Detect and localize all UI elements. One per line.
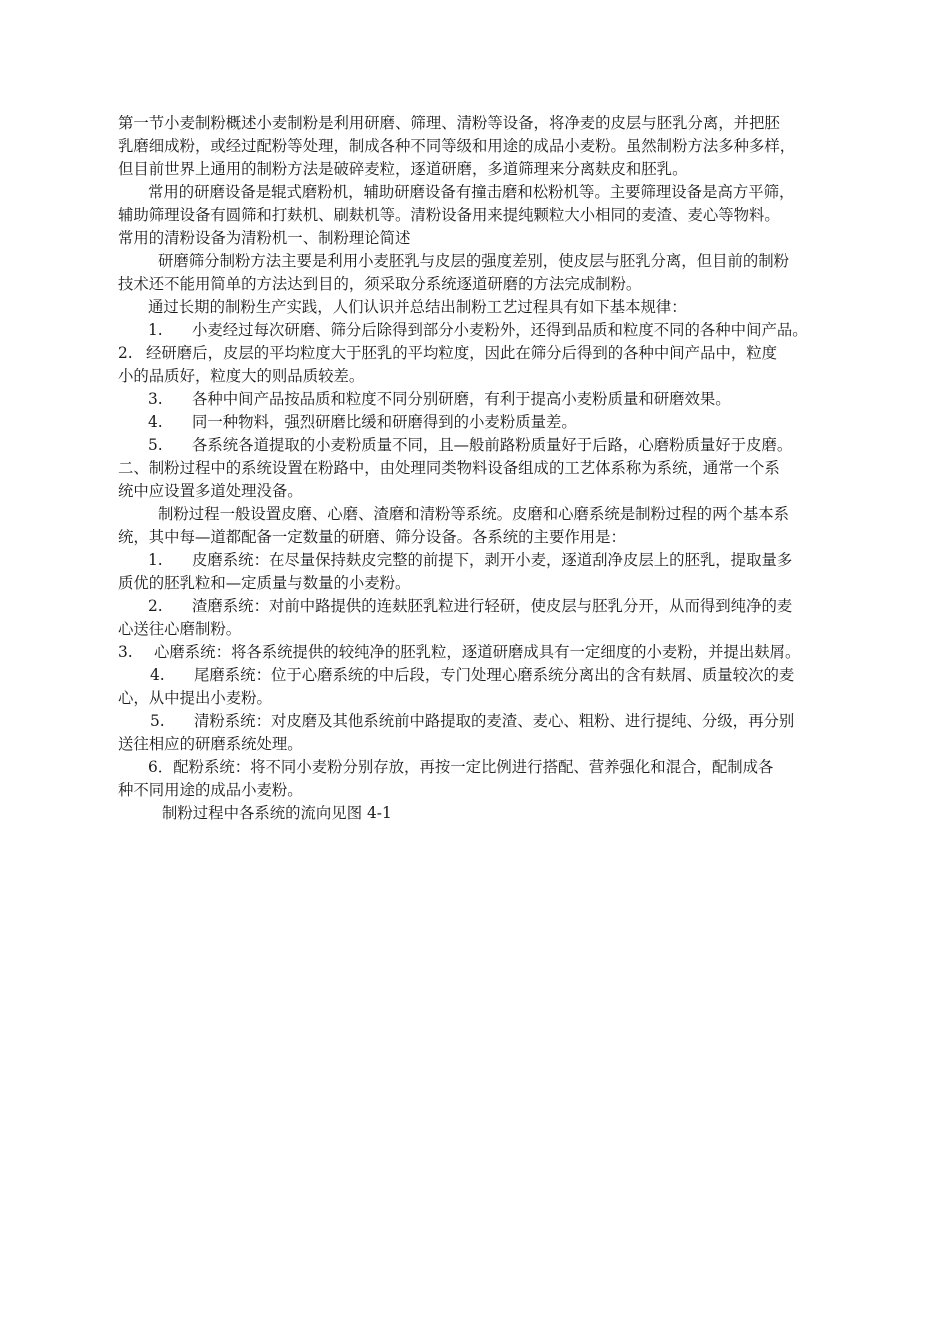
- list-number: 1.: [148, 551, 163, 569]
- list-text-continuation: 种不同用途的成品小麦粉。: [118, 781, 303, 799]
- list-text: 心磨系统：将各系统提供的较纯净的胚乳粒，逐道研磨成具有一定细度的小麦粉，并提出麸屑。: [154, 643, 801, 661]
- text-line: 常用的清粉设备为清粉机一、制粉理论简述: [118, 229, 411, 247]
- list-number: 2.: [118, 344, 133, 362]
- systems-list: [118, 549, 868, 802]
- text-line: 乳磨细成粉，或经过配粉等处理，制成各种不同等级和用途的成品小麦粉。虽然制粉方法多种多样，: [118, 137, 796, 155]
- list-text: 渣磨系统：对前中路提供的连麸胚乳粒进行轻研，使皮层与胚乳分开，从而得到纯净的麦: [192, 597, 793, 615]
- list-text-continuation: 心送往心磨制粉。: [118, 620, 242, 638]
- list-text: 皮磨系统：在尽量保持麸皮完整的前提下，剥开小麦，逐道刮净皮层上的胚乳，提取量多: [192, 551, 793, 569]
- list-item: [118, 549, 868, 572]
- figure-reference: 制粉过程中各系统的流向见图 4-1: [162, 804, 392, 822]
- paragraph-theory: [118, 250, 868, 296]
- list-item: [118, 319, 868, 342]
- list-text: 同一种物料，强烈研磨比缓和研磨得到的小麦粉质量差。: [192, 413, 577, 431]
- list-text: 小麦经过每次研磨、筛分后除得到部分小麦粉外，还得到品质和粒度不同的各种中间产品。: [192, 321, 808, 339]
- list-number: 3.: [118, 643, 133, 661]
- text-line: 统，其中每—道都配备一定数量的研磨、筛分设备。各系统的主要作用是：: [118, 528, 626, 546]
- list-text-continuation: 质优的胚乳粒和—定质量与数量的小麦粉。: [118, 574, 411, 592]
- text-line: 制粉过程一般设置皮磨、心磨、渣磨和清粉等系统。皮磨和心磨系统是制粉过程的两个基本系: [158, 505, 790, 523]
- list-item: [118, 710, 868, 733]
- text-line: 统中应设置多道处理没备。: [118, 482, 303, 500]
- list-item: [118, 664, 868, 687]
- paragraph-systems-overview: [118, 503, 868, 549]
- paragraph-systems-setup: [118, 457, 868, 503]
- paragraph-equipment: [118, 181, 868, 250]
- text-line: 辅助筛理设备有圆筛和打麸机、刷麸机等。清粉设备用来提纯颗粒大小相同的麦渣、麦心等物料。: [118, 206, 780, 224]
- list-text: 清粉系统：对皮磨及其他系统前中路提取的麦渣、麦心、粗粉、进行提纯、分级，再分别: [194, 712, 795, 730]
- list-number: 4.: [150, 666, 165, 684]
- paragraph-intro: [118, 112, 868, 181]
- list-item: [118, 434, 868, 457]
- list-text: 尾磨系统：位于心磨系统的中后段，专门处理心磨系统分离出的含有麸屑、质量较次的麦: [194, 666, 795, 684]
- paragraph-practice: 通过长期的制粉生产实践，人们认识并总结出制粉工艺过程具有如下基本规律：: [148, 298, 687, 316]
- list-item: [118, 411, 868, 434]
- list-item: [118, 595, 868, 618]
- list-text-continuation: 心，从中提出小麦粉。: [118, 689, 272, 707]
- list-item: [118, 756, 868, 779]
- text-line: 第一节小麦制粉概述小麦制粉是利用研磨、筛理、清粉等设备，将净麦的皮层与胚乳分离，并把胚: [118, 114, 780, 132]
- list-item: [118, 641, 868, 664]
- document-body: [118, 112, 868, 825]
- list-item: [118, 388, 868, 411]
- list-text: 配粉系统：将不同小麦粉分别存放，再按一定比例进行搭配、营养强化和混合，配制成各: [173, 758, 774, 776]
- list-text-continuation: 送往相应的研磨系统处理。: [118, 735, 303, 753]
- list-text: 经研磨后，皮层的平均粒度大于胚乳的平均粒度，因此在筛分后得到的各种中间产品中，粒度: [146, 344, 778, 362]
- list-number: 4.: [148, 413, 163, 431]
- list-number: 6．: [148, 758, 174, 776]
- text-line: 研磨筛分制粉方法主要是利用小麦胚乳与皮层的强度差别，使皮层与胚乳分离，但目前的制粉: [158, 252, 790, 270]
- list-number: 1.: [148, 321, 163, 339]
- text-line: 常用的研磨设备是辊式磨粉机，辅助研磨设备有撞击磨和松粉机等。主要筛理设备是高方平筛，: [148, 183, 795, 201]
- text-line: 技术还不能用简单的方法达到目的，须采取分系统逐道研磨的方法完成制粉。: [118, 275, 642, 293]
- rules-list: [118, 319, 868, 457]
- list-text: 各系统各道提取的小麦粉质量不同，且—般前路粉质量好于后路，心磨粉质量好于皮磨。: [192, 436, 793, 454]
- list-text-continuation: 小的品质好，粒度大的则品质较差。: [118, 367, 365, 385]
- list-number: 2.: [148, 597, 163, 615]
- text-line: 二、制粉过程中的系统设置在粉路中，由处理同类物料设备组成的工艺体系称为系统，通常一个系: [118, 459, 780, 477]
- list-item: [118, 342, 868, 365]
- list-number: 5.: [148, 436, 163, 454]
- list-text: 各种中间产品按品质和粒度不同分别研磨，有利于提高小麦粉质量和研磨效果。: [192, 390, 731, 408]
- text-line: 但目前世界上通用的制粉方法是破碎麦粒，逐道研磨，多道筛理来分离麸皮和胚乳。: [118, 160, 688, 178]
- list-number: 5.: [150, 712, 165, 730]
- list-number: 3.: [148, 390, 163, 408]
